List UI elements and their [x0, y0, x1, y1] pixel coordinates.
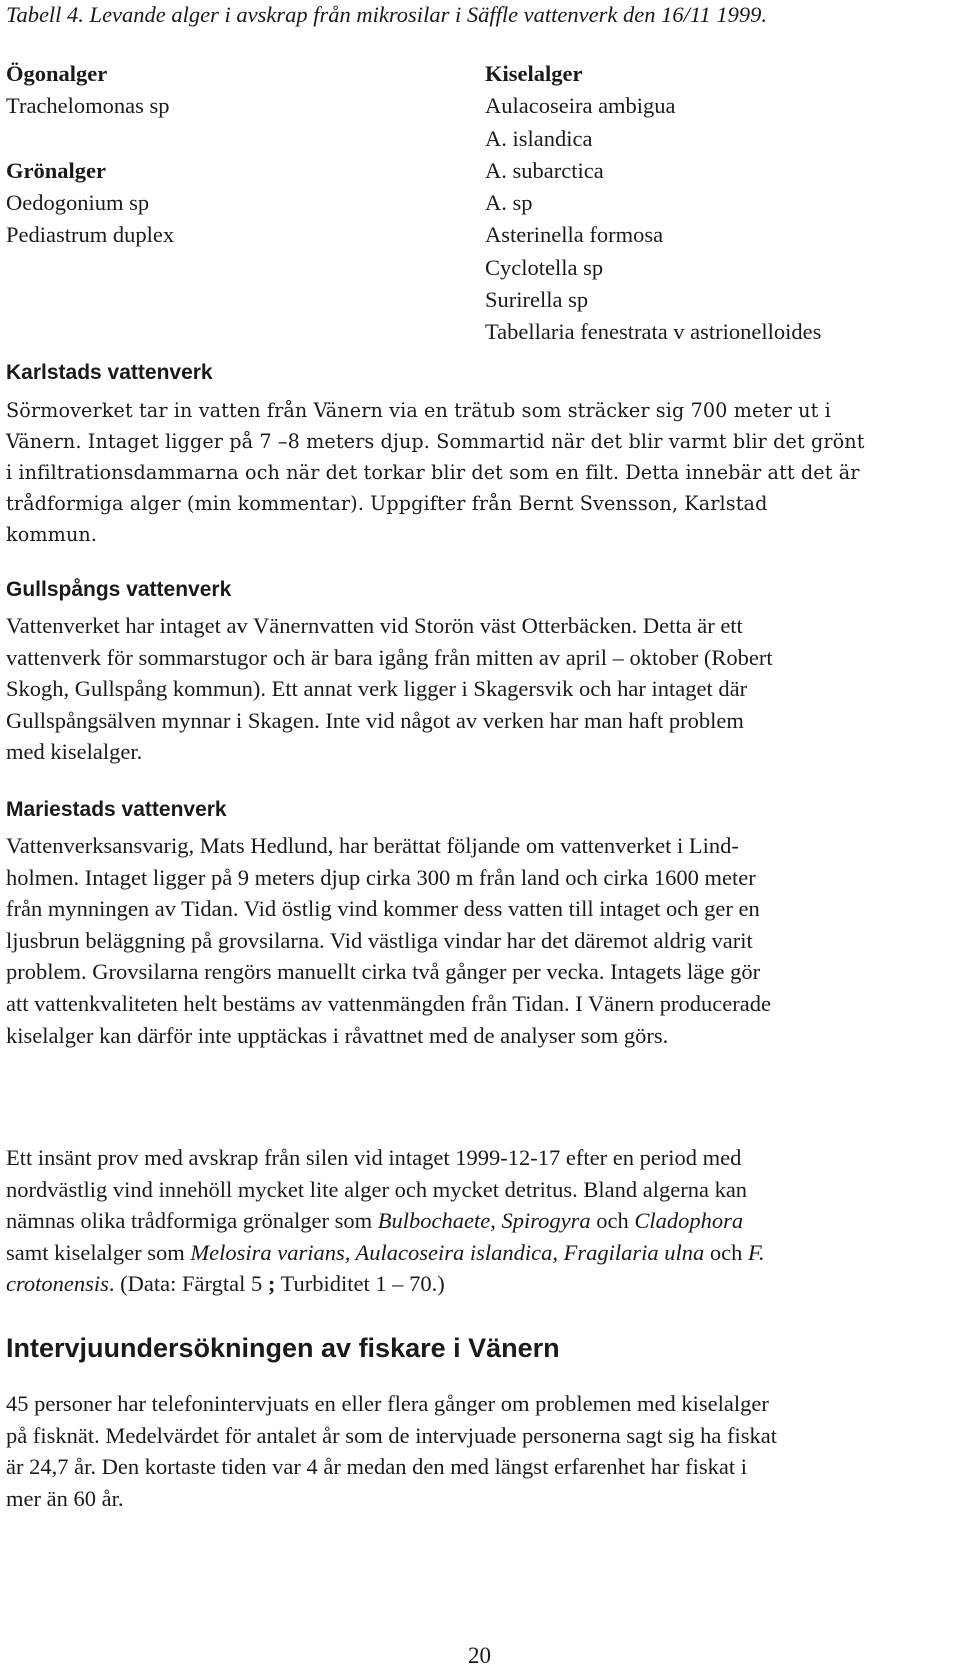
algae-item: Oedogonium sp	[6, 189, 150, 215]
text-line: kommun.	[6, 523, 98, 546]
text-run: nämnas olika trådformiga grönalger som	[6, 1208, 378, 1234]
text-line: Sörmoverket tar in vatten från Vänern via en trätub som sträcker sig 700 meter ut i	[6, 399, 831, 422]
text-run: ;	[267, 1271, 276, 1297]
text-line: med kiselalger.	[6, 739, 143, 765]
algae-item: A. islandica	[485, 125, 593, 151]
section-mariestad	[6, 794, 934, 1051]
species-name: Bulbochaete, Spirogyra	[377, 1208, 591, 1234]
text-line: mer än 60 år.	[6, 1485, 124, 1511]
text-run: och	[704, 1239, 749, 1265]
text-line: är 24,7 år. Den kortaste tiden var 4 år medan den med längst erfarenhet har fiskat i	[6, 1454, 747, 1480]
algae-column-right	[485, 58, 935, 349]
section-heading: Gullspångs vattenverk	[6, 578, 232, 601]
text-line: Vänern. Intaget ligger på 7 –8 meters djup. Sommartid när det blir varmt blir det grönt	[6, 430, 865, 453]
text-line: Vattenverksansvarig, Mats Hedlund, har berättat följande om vattenverket i Lind-	[6, 833, 739, 858]
section-body	[6, 395, 934, 550]
algae-item: A. subarctica	[485, 157, 604, 183]
section-heading: Karlstads vattenverk	[6, 361, 213, 384]
species-name: crotonensis	[6, 1271, 109, 1297]
text-line: holmen. Intaget ligger på 9 meters djup cirka 300 m från land och cirka 1600 meter	[6, 864, 756, 890]
text-line: 45 personer har telefonintervjuats en eller flera gånger om problemen med kiselalger	[6, 1391, 769, 1416]
algae-item: Tabellaria fenestrata v astrionelloides	[485, 319, 822, 345]
text-line	[6, 1205, 934, 1237]
text-run: och	[590, 1208, 635, 1234]
text-run: . (Data: Färgtal 5	[108, 1271, 268, 1297]
text-line	[6, 1268, 934, 1300]
text-line: kiselalger kan därför inte upptäckas i råvattnet med de analyser som görs.	[6, 1022, 669, 1048]
section-gullspang	[6, 574, 934, 768]
algae-item: Pediastrum duplex	[6, 222, 175, 248]
section-title-interview: Intervjuundersökningen av fiskare i Vänern	[6, 1333, 560, 1363]
text-line: på fisknät. Medelvärdet för antalet år som de intervjuade personerna sagt sig ha fiskat	[6, 1422, 777, 1448]
text-line: Gullspångsälven mynnar i Skagen. Inte vid något av verken har man haft problem	[6, 707, 744, 733]
text-line: problem. Grovsilarna rengörs manuellt cirka två gånger per vecka. Intagets läge gör	[6, 959, 761, 985]
page-number: 20	[468, 1643, 491, 1668]
text-line: från mynningen av Tidan. Vid östlig vind kommer dess vatten till intaget och ger en	[6, 896, 760, 922]
group-heading-ogonalger: Ögonalger	[6, 61, 108, 86]
text-line: att vattenkvaliteten helt bestäms av vattenmängden från Tidan. I Vänern producerade	[6, 990, 771, 1016]
section-karlstad	[6, 357, 934, 550]
text-run: Turbiditet 1 – 70.)	[275, 1271, 445, 1297]
group-heading-kiselalger: Kiselalger	[485, 61, 583, 86]
group-heading-gronalger: Grönalger	[6, 157, 106, 183]
sample-paragraph	[6, 1142, 934, 1300]
text-line: i infiltrationsdammarna och när det torkar blir det som en filt. Detta innebär att det är	[6, 461, 860, 484]
section-heading: Mariestads vattenverk	[6, 798, 227, 821]
text-line	[6, 1237, 934, 1269]
algae-item: Cyclotella sp	[485, 254, 604, 280]
text-run: samt kiselalger som	[6, 1239, 191, 1265]
text-line: nordvästlig vind innehöll mycket lite alger och mycket detritus. Bland algerna kan	[6, 1176, 748, 1202]
text-line: vattenverk för sommarstugor och är bara igång från mitten av april – oktober (Robert	[6, 644, 773, 670]
algae-column-left	[6, 58, 446, 251]
text-line: Ett insänt prov med avskrap från silen vid intaget 1999-12-17 efter en period med	[6, 1145, 742, 1170]
algae-item: A. sp	[485, 190, 533, 216]
text-line: ljusbrun beläggning på grovsilarna. Vid västliga vindar har det däremot aldrig varit	[6, 927, 753, 953]
text-line: trådformiga alger (min kommentar). Uppgifter från Bernt Svensson, Karlstad	[6, 492, 768, 515]
section-body	[6, 610, 934, 768]
species-name: Melosira varians, Aulacoseira islandica, Fragilaria ulna	[190, 1239, 705, 1265]
species-name: Cladophora	[634, 1208, 744, 1234]
algae-item: Asterinella formosa	[485, 222, 664, 248]
algae-item: Trachelomonas sp	[6, 93, 170, 119]
table-caption: Tabell 4. Levande alger i avskrap från mikrosilar i Säffle vattenverk den 16/11 1999.	[6, 2, 767, 27]
spacer	[6, 123, 446, 155]
algae-item: Aulacoseira ambigua	[485, 93, 676, 119]
text-line: Vattenverket har intaget av Vänernvatten vid Storön väst Otterbäcken. Detta är ett	[6, 613, 743, 638]
text-line: Skogh, Gullspång kommun). Ett annat verk ligger i Skagersvik och har intaget där	[6, 676, 748, 702]
section-body	[6, 830, 934, 1051]
algae-item: Surirella sp	[485, 287, 589, 313]
interview-paragraph	[6, 1388, 934, 1514]
species-name: F.	[748, 1239, 765, 1265]
